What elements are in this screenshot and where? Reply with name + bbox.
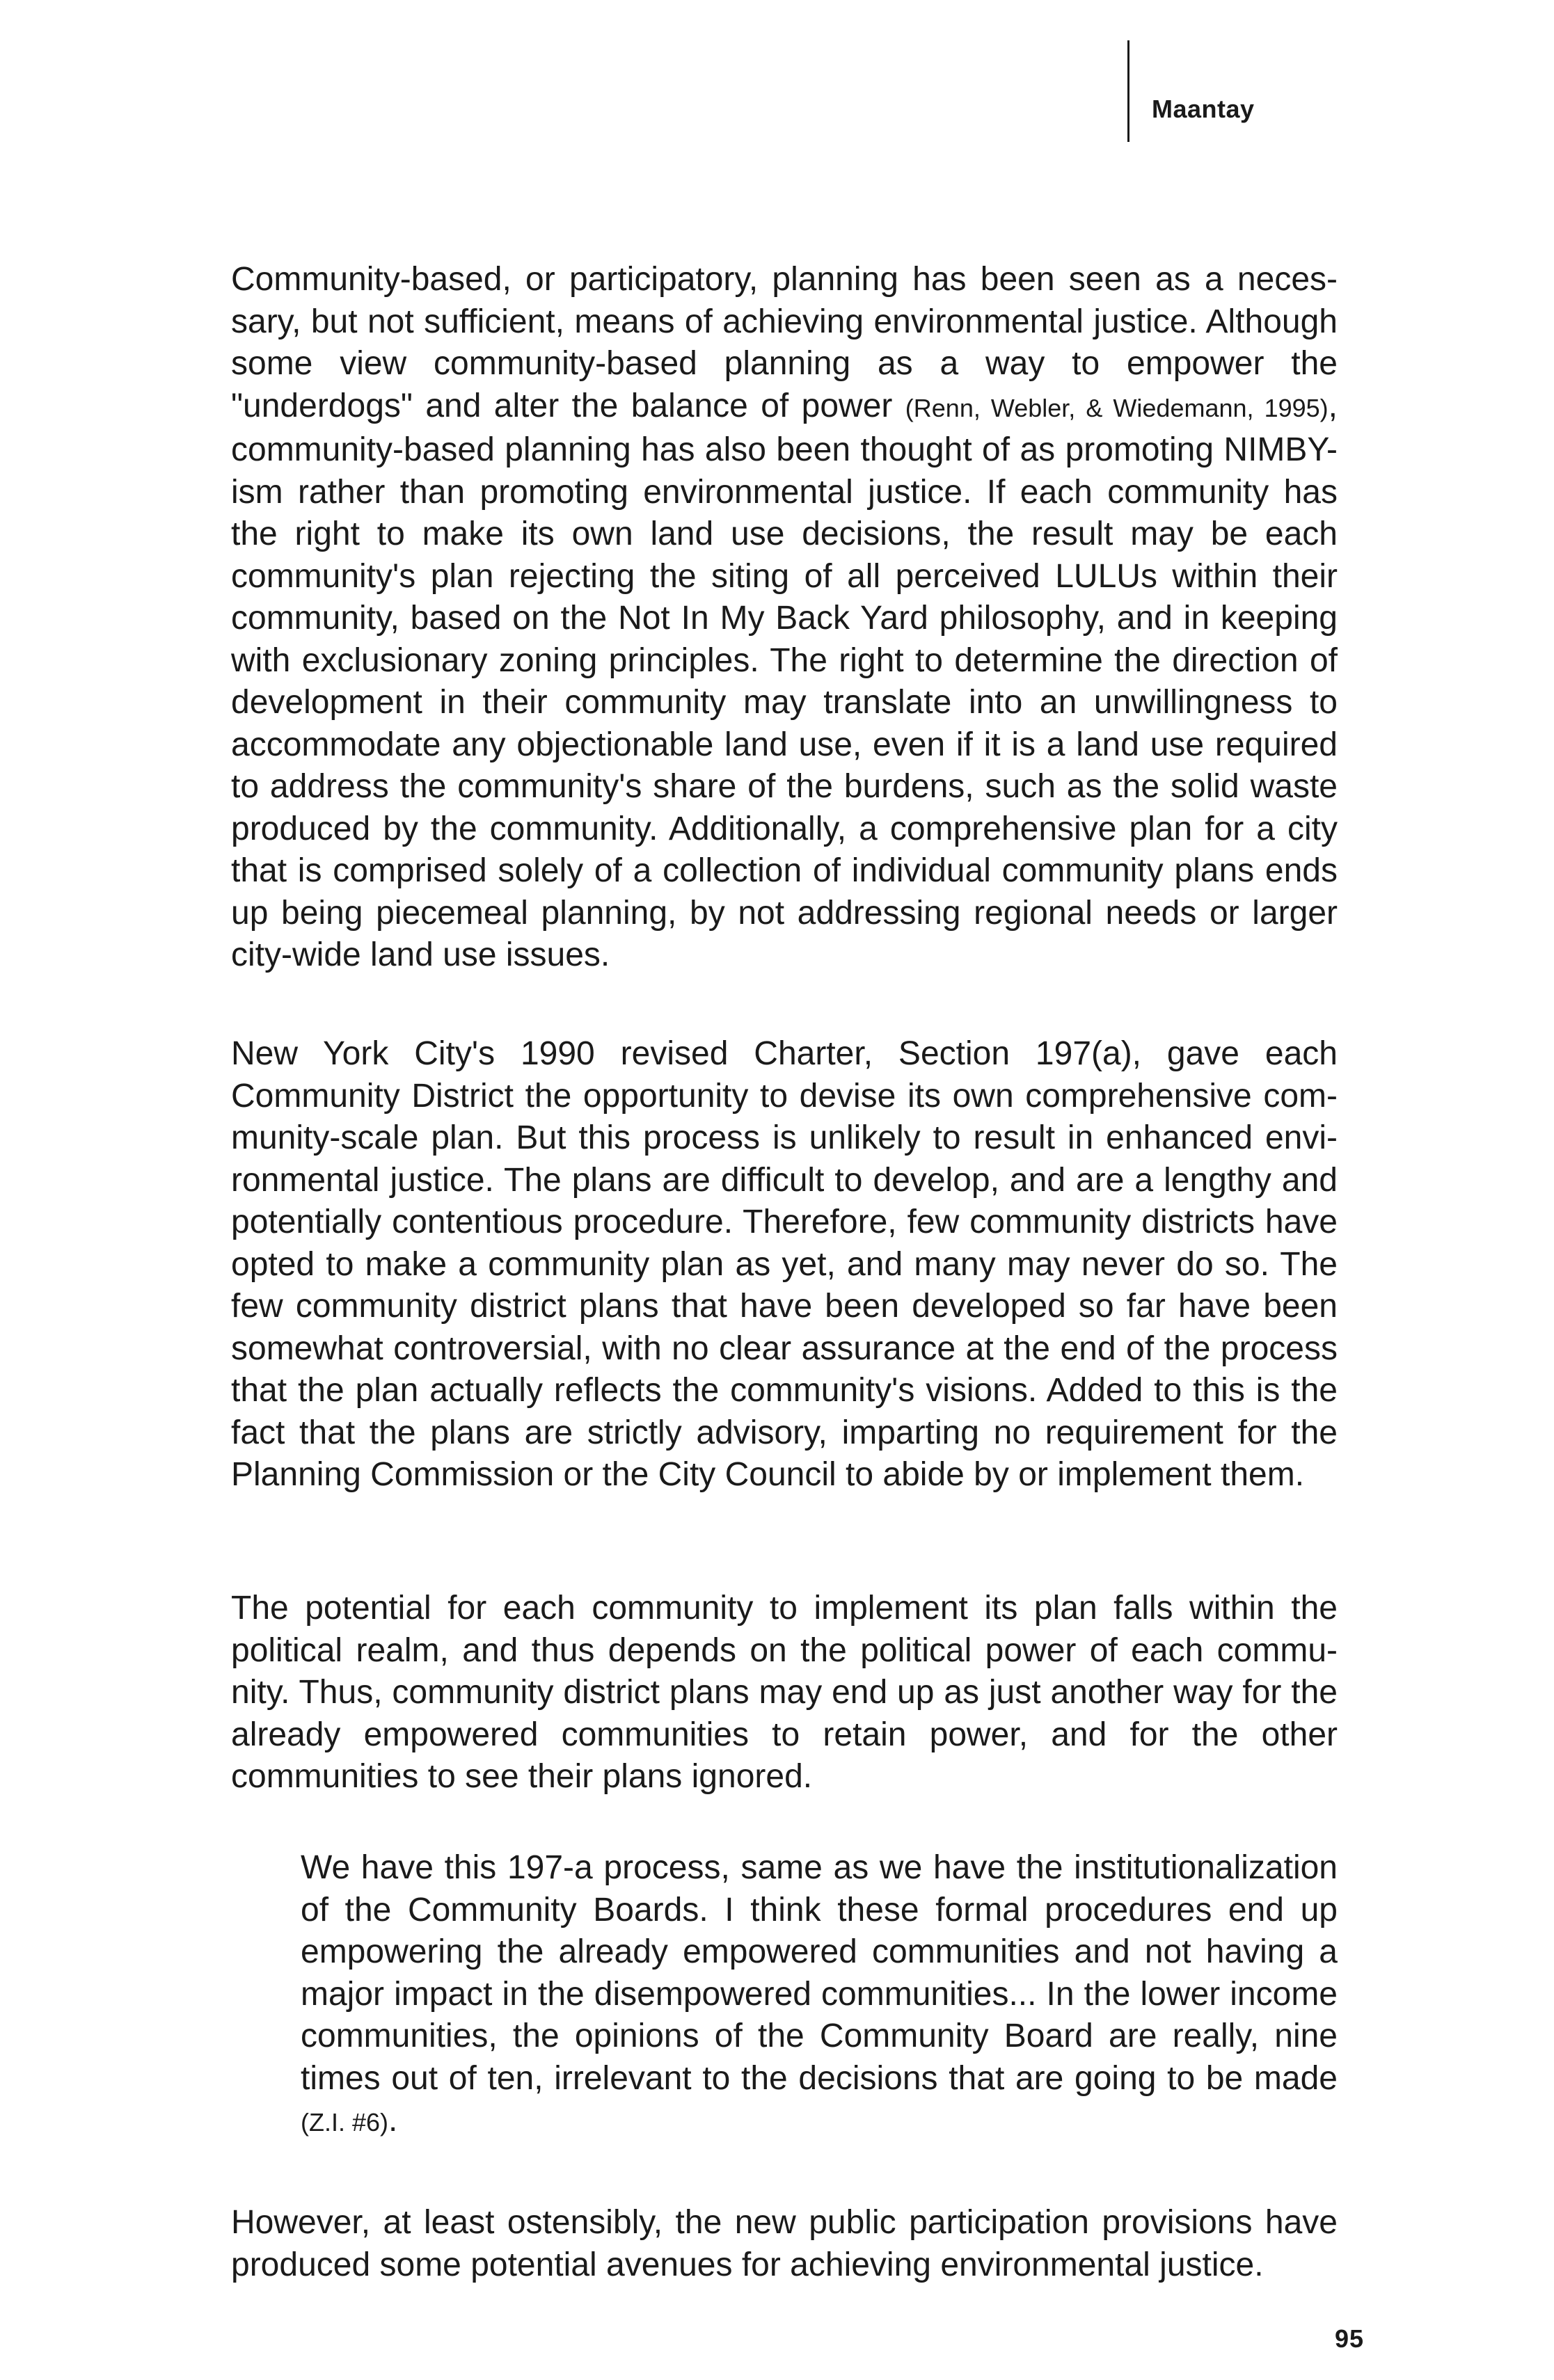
block-quote-text: We have this 197-a process, same as we have the institutionalization of the Community Boards. I think these formal procedures end up empowering the already empowered communities and not having a major impact in the disempowered communities... In the lower income communities, the opinions of the Community Board are really, nine times out of ten, irrelevant to the decisions that are going to be made bbox=[301, 1849, 1338, 2097]
paragraph-1-text-b: , community-based planning has also been thought of as promoting NIMBY-ism rather than promoting environmental justice. If each community has the right to make its own land use decisions, the result may be each community's plan rejecting the siting of all perceived LULUs within their community, based on the Not In My Back Yard philosophy, and in keeping with exclusionary zoning principles. The right to determine the direction of development in their community may translate into an unwillingness to accommodate any objectionable land use, even if it is a land use required to address the community's share of the burdens, such as the solid waste produced by the community. Additionally, a comprehensive plan for a city that is comprised solely of a collection of individual community plans ends up being piecemeal planning, by not addressing regional needs or larger city-wide land use issues. bbox=[231, 387, 1338, 973]
paragraph-2: New York City's 1990 revised Charter, Section 197(a), gave each Community District the opportunity to devise its own comprehensive community-scale plan. But this process is unlikely to result in enhanced environmental justice. The plans are difficult to develop, and are a lengthy and potentially contentious procedure. Therefore, few community districts have opted to make a community plan as yet, and many may never do so. The few community district plans that have been developed so far have been somewhat controversial, with no clear assurance at the end of the process that the plan actually reflects the community's visions. Added to this is the fact that the plans are strictly advisory, imparting no requirement for the Planning Commission or the City Council to abide by or implement them. bbox=[231, 1035, 1338, 1493]
running-head-rule bbox=[1127, 40, 1255, 142]
citation-renn: (Renn, Webler, & Wiedemann, 1995) bbox=[905, 393, 1329, 422]
citation-interview: (Z.I. #6) bbox=[301, 2108, 389, 2137]
block-quote bbox=[301, 1847, 1338, 2144]
block-quote-end: . bbox=[388, 2102, 398, 2139]
running-head: Maantay bbox=[1152, 95, 1255, 123]
paragraph-1-text-a: Community-based, or participatory, planning has been seen as a necessary, but not sufficient, means of achieving environmental justice. Although some view community-based planning as a way to empower the "underdogs" and alter the balance of power bbox=[231, 261, 1338, 424]
paragraph-3: The potential for each community to implement its plan falls within the political realm, and thus depends on the political power of each community. Thus, community district plans may end up as just another way for the already empowered communities to retain power, and for the other communities to see their plans ignored. bbox=[231, 1590, 1338, 1795]
paragraph-1 bbox=[231, 259, 1338, 977]
page-number: 95 bbox=[1335, 2324, 1365, 2353]
paragraph-4: However, at least ostensibly, the new public participation provisions have produced some potential avenues for achieving environmental justice. bbox=[231, 2204, 1338, 2283]
